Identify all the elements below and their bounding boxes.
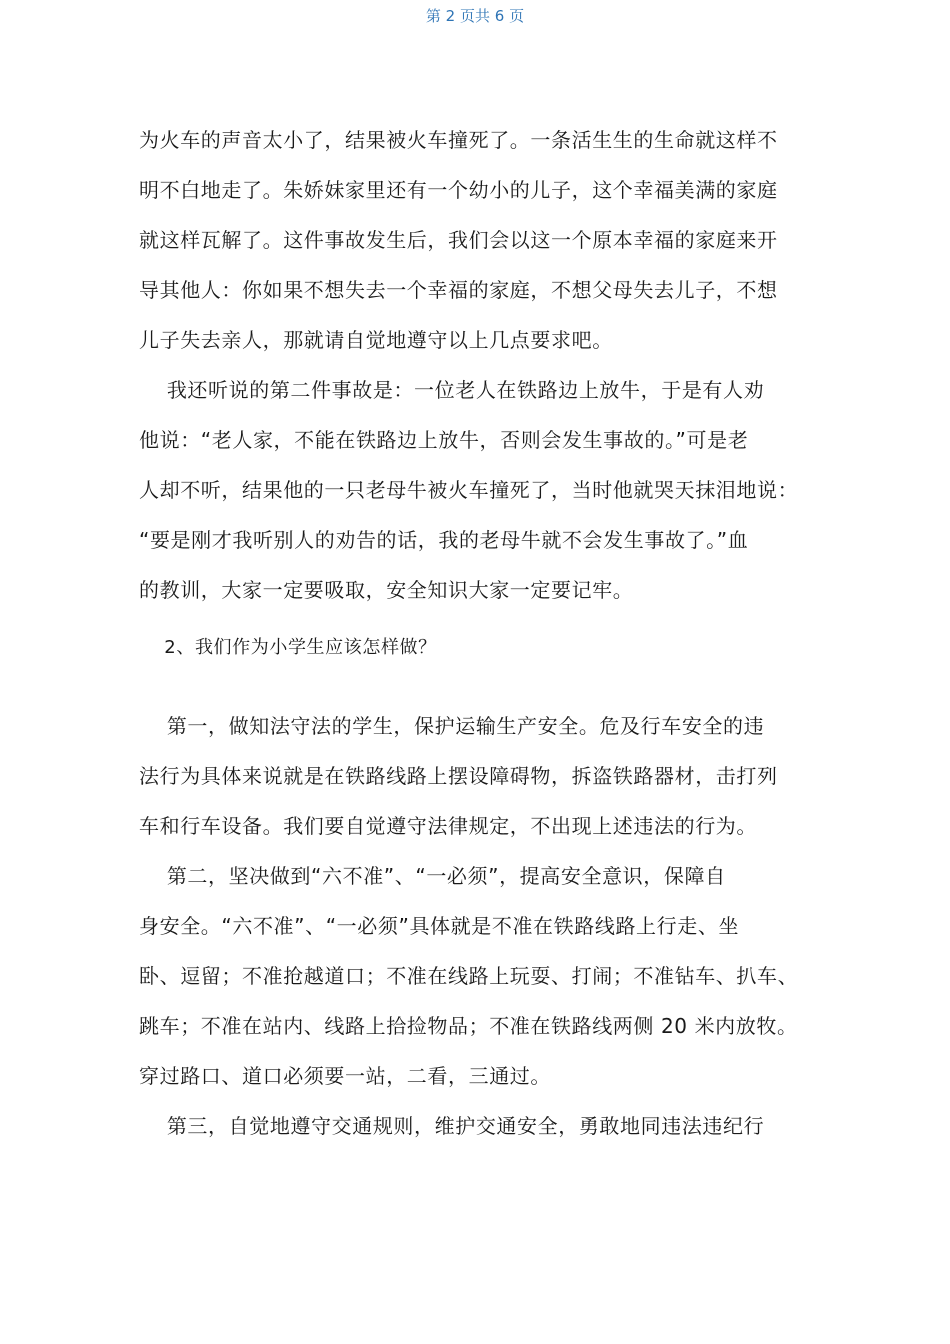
page-indicator: 第 2 页共 6 页 <box>425 7 525 25</box>
text-line: 第三，自觉地遵守交通规则，维护交通安全，勇敢地同违法违纪行 <box>139 1114 765 1138</box>
text-line: 就这样瓦解了。这件事故发生后，我们会以这一个原本幸福的家庭来开 <box>139 228 778 252</box>
text-line: 身安全。“六不准”、“一必须”具体就是不准在铁路线路上行走、坐 <box>139 914 740 938</box>
text-line: 穿过路口、道口必须要一站，二看，三通过。 <box>139 1064 551 1088</box>
text-line: 他说：“老人家，不能在铁路边上放牛，否则会发生事故的。”可是老 <box>139 428 749 452</box>
text-line: 明不白地走了。朱娇妹家里还有一个幼小的儿子，这个幸福美满的家庭 <box>139 178 778 202</box>
text-line: 第一，做知法守法的学生，保护运输生产安全。危及行车安全的违 <box>139 714 765 738</box>
text-line: 人却不听，结果他的一只老母牛被火车撞死了，当时他就哭天抹泪地说： <box>139 478 799 502</box>
text-line: 卧、逗留；不准抢越道口；不准在线路上玩耍、打闹；不准钻车、扒车、 <box>139 964 799 988</box>
text-line: “要是刚才我听别人的劝告的话，我的老母牛就不会发生事故了。”血 <box>139 528 749 552</box>
text-line: 的教训，大家一定要吸取，安全知识大家一定要记牢。 <box>139 578 634 602</box>
text-line: 第二，坚决做到“六不准”、“一必须”，提高安全意识，保障自 <box>139 864 726 888</box>
text-line: 为火车的声音太小了，结果被火车撞死了。一条活生生的生命就这样不 <box>139 128 778 152</box>
text-line: 跳车；不准在站内、线路上拾捡物品；不准在铁路线两侧 20 米内放牧。 <box>139 1014 798 1038</box>
text-line: 我还听说的第二件事故是：一位老人在铁路边上放牛，于是有人劝 <box>139 378 765 402</box>
text-line: 法行为具体来说就是在铁路线路上摆设障碍物，拆盗铁路器材，击打列 <box>139 764 778 788</box>
text-line: 儿子失去亲人，那就请自觉地遵守以上几点要求吧。 <box>139 328 613 352</box>
text-line: 车和行车设备。我们要自觉遵守法律规定，不出现上述违法的行为。 <box>139 814 757 838</box>
section-heading: 2、我们作为小学生应该怎样做？ <box>139 637 437 658</box>
text-line: 导其他人：你如果不想失去一个幸福的家庭，不想父母失去儿子，不想 <box>139 278 778 302</box>
